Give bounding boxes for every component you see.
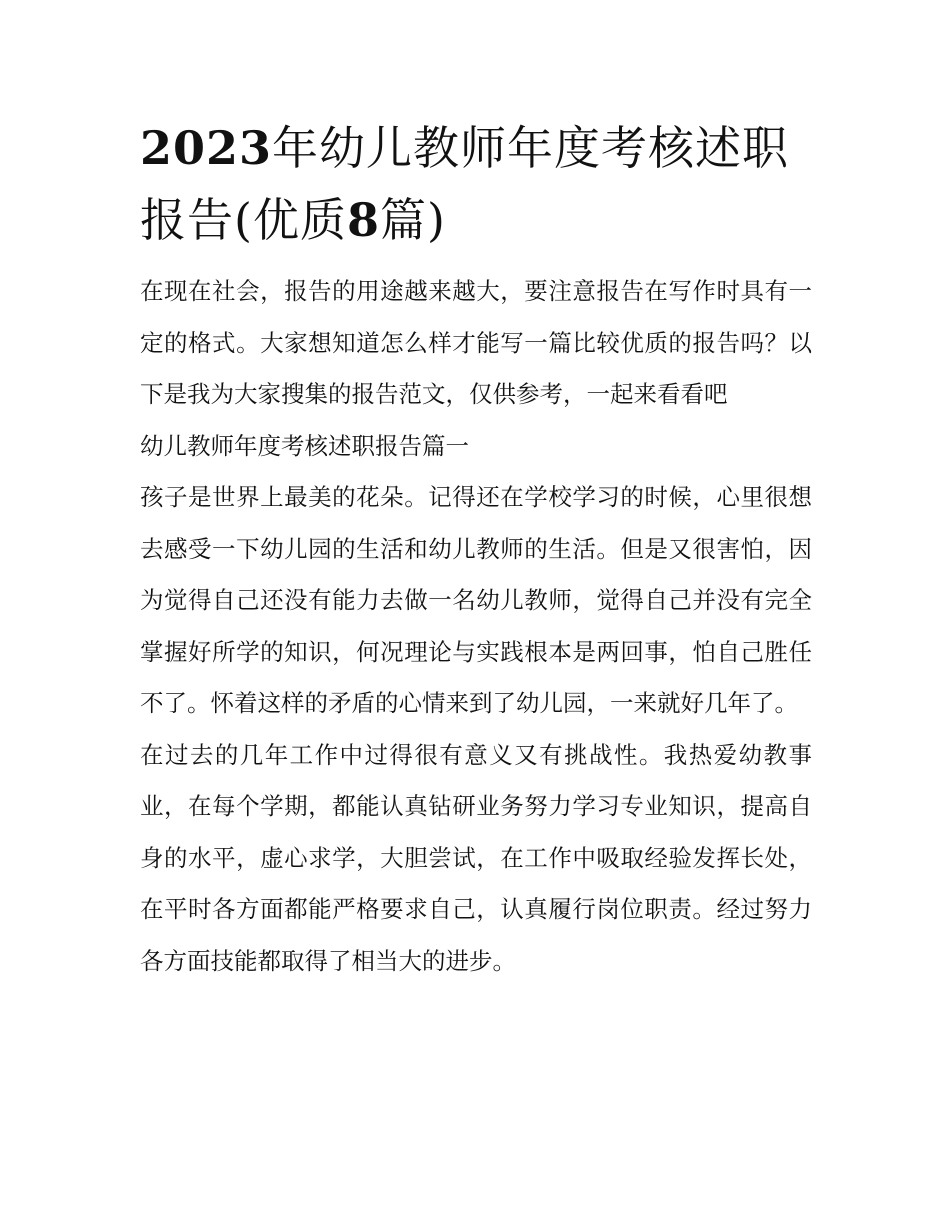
document-page xyxy=(140,112,812,987)
body-paragraph-1: 孩子是世界上最美的花朵。记得还在学校学习的时候，心里很想去感受一下幼儿园的生活和幼儿教师的生活。但是又很害怕，因为觉得自己还没有能力去做一名幼儿教师，觉得自己并没有完全掌握好所学的知识，何况理论与实践根本是两回事，怕自己胜任不了。怀着这样的矛盾的心情来到了幼儿园，一来就好几年了。 xyxy=(140,483,812,717)
document-title: 2023年幼儿教师年度考核述职报告(优质8篇) xyxy=(140,121,790,247)
body-paragraph-2: 在过去的几年工作中过得很有意义又有挑战性。我热爱幼教事业，在每个学期，都能认真钻研业务努力学习专业知识，提高自身的水平，虚心求学，大胆尝试，在工作中吸取经验发挥长处，在平时各方面都能严格要求自己，认真履行岗位职责。经过努力各方面技能都取得了相当大的进步。 xyxy=(140,740,812,975)
section-heading: 幼儿教师年度考核述职报告篇一 xyxy=(140,431,469,460)
intro-paragraph: 在现在社会，报告的用途越来越大，要注意报告在写作时具有一定的格式。大家想知道怎么样才能写一篇比较优质的报告吗？以下是我为大家搜集的报告范文，仅供参考，一起来看看吧 xyxy=(140,277,812,408)
